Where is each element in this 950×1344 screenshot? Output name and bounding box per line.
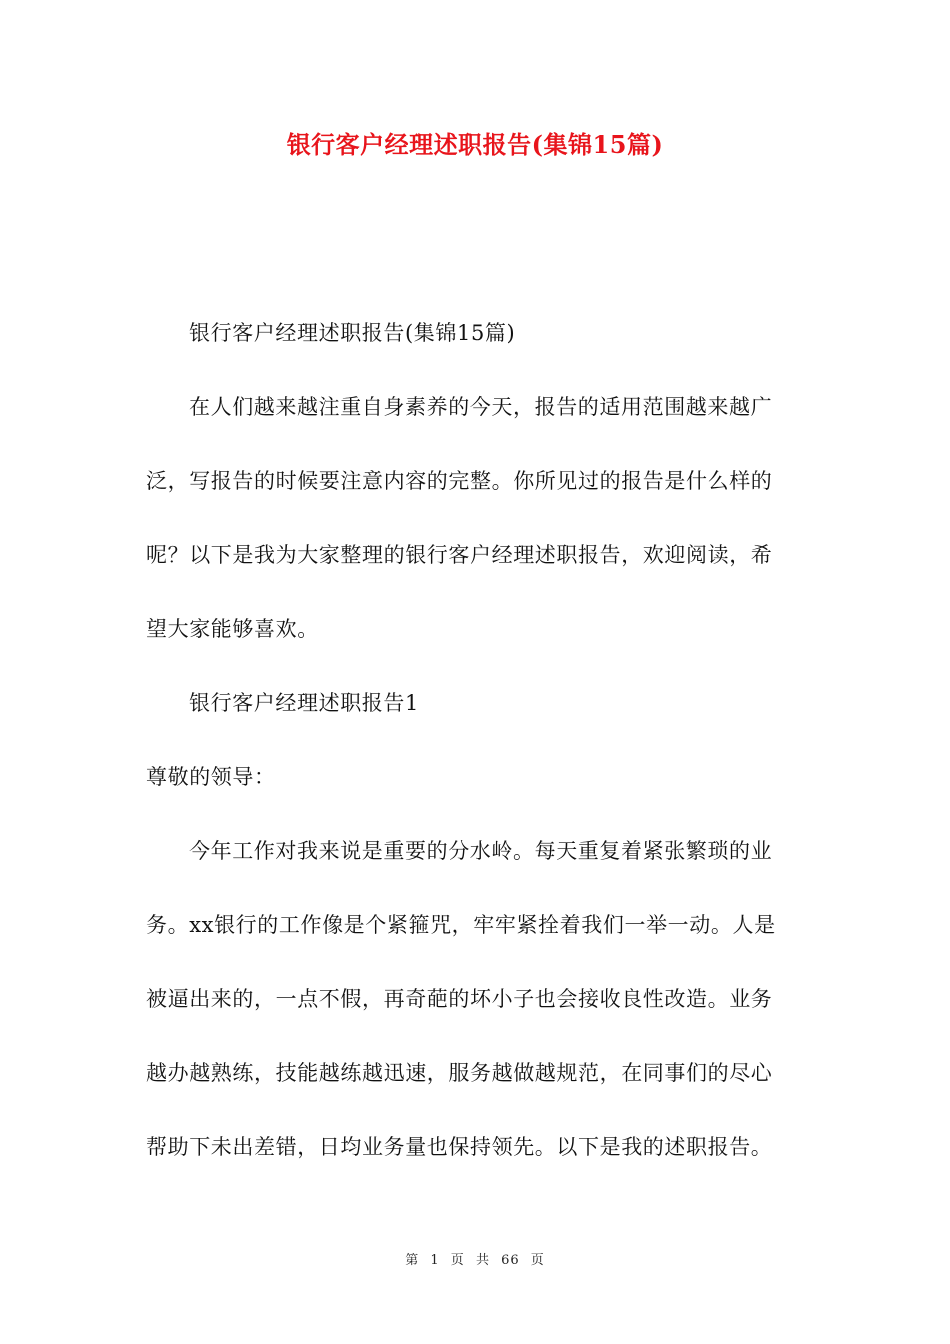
footer-total-pages: 66 [501,1253,520,1268]
section-heading: 银行客户经理述职报告1 [189,691,419,715]
footer-total-unit: 页 [530,1253,545,1268]
intro-line-1: 在人们越来越注重自身素养的今天，报告的适用范围越来越广 [189,395,773,419]
footer-page-number: 1 [430,1253,440,1268]
salutation: 尊敬的领导： [146,765,276,789]
footer-prefix: 第 [405,1253,420,1268]
intro-line-4: 望大家能够喜欢。 [146,617,319,641]
footer-total-prefix: 共 [475,1253,490,1268]
body-line-3: 被逼出来的，一点不假，再奇葩的坏小子也会接收良性改造。业务 [146,987,773,1011]
intro-line-3: 呢？以下是我为大家整理的银行客户经理述职报告，欢迎阅读，希 [146,543,773,567]
footer-page-unit: 页 [450,1253,465,1268]
body-line-1: 今年工作对我来说是重要的分水岭。每天重复着紧张繁琐的业 [189,839,773,863]
subtitle-line: 银行客户经理述职报告(集锦15篇) [189,321,516,345]
intro-line-2: 泛，写报告的时候要注意内容的完整。你所见过的报告是什么样的 [146,469,773,493]
page-title: 银行客户经理述职报告(集锦15篇) [286,130,664,159]
body-line-2: 务。xx银行的工作像是个紧箍咒，牢牢紧拴着我们一举一动。人是 [146,913,776,937]
page-footer [0,1249,950,1268]
body-line-4: 越办越熟练，技能越练越迅速，服务越做越规范，在同事们的尽心 [146,1061,773,1085]
body-line-5: 帮助下未出差错，日均业务量也保持领先。以下是我的述职报告。 [146,1135,773,1159]
